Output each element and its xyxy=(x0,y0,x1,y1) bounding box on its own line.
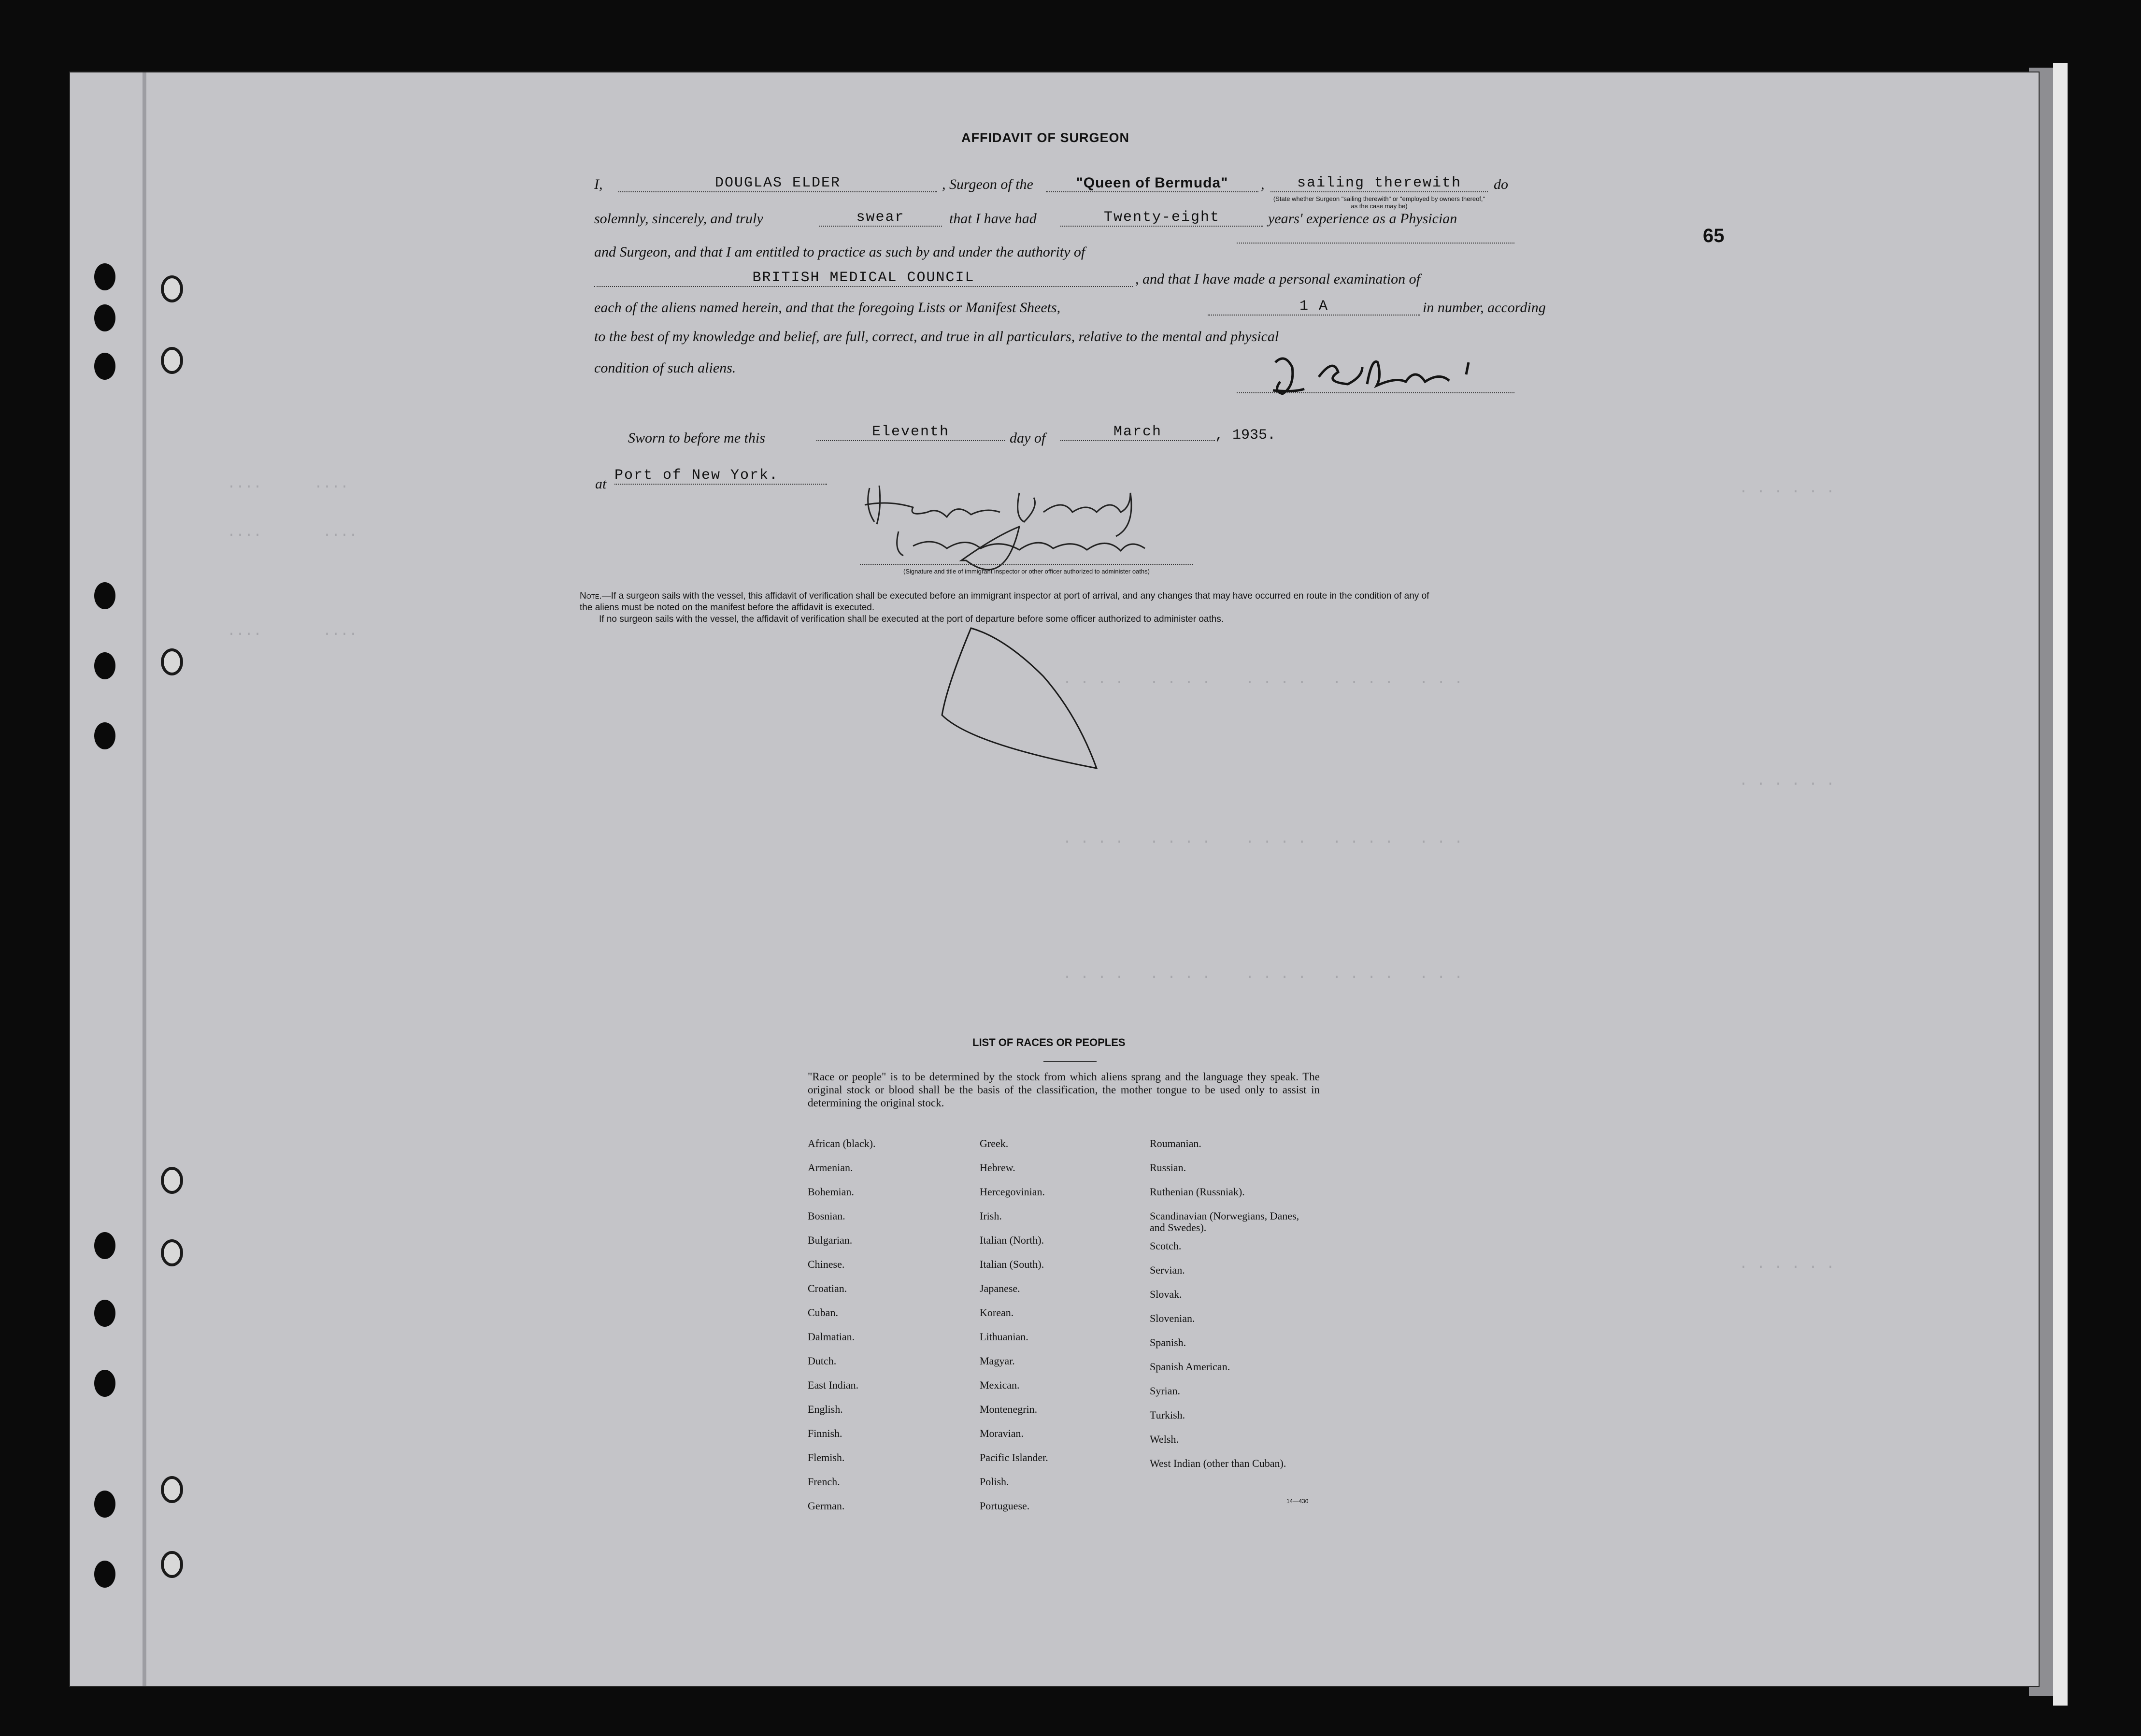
affidavit-text: to the best of my knowledge and belief, are full, correct, and true in all particulars, relative to the mental and physical xyxy=(594,329,1279,344)
race-item: Finnish. xyxy=(808,1427,842,1439)
surgeon-signature xyxy=(1266,348,1488,401)
punch-hole xyxy=(161,648,183,675)
margin-rule xyxy=(143,72,146,1686)
oath-field: swear xyxy=(819,209,942,227)
race-item: Polish. xyxy=(980,1476,1009,1488)
sworn-place-field: Port of New York. xyxy=(614,467,827,485)
affidavit-text: that I have had xyxy=(949,211,1037,227)
note-label: Note. xyxy=(580,591,602,601)
race-item: Servian. xyxy=(1150,1264,1185,1276)
race-item: Moravian. xyxy=(980,1427,1024,1439)
pencil-mark xyxy=(932,618,1106,783)
race-item: Russian. xyxy=(1150,1162,1186,1174)
race-item: Flemish. xyxy=(808,1451,845,1463)
sheets-count-field: 1 A xyxy=(1208,298,1420,316)
race-item: Mexican. xyxy=(980,1379,1020,1391)
punch-hole xyxy=(94,652,115,679)
bleed-through-marks: . . . . . . xyxy=(1739,481,1835,497)
race-item: East Indian. xyxy=(808,1379,859,1391)
races-column-2 xyxy=(980,1138,1048,1524)
race-item: Italian (North). xyxy=(980,1234,1044,1246)
race-item: African (black). xyxy=(808,1137,876,1149)
affidavit-text: , xyxy=(1261,176,1265,192)
race-item: Montenegrin. xyxy=(980,1403,1038,1415)
punch-hole xyxy=(161,275,183,302)
inspector-signature-caption: (Signature and title of immigrant inspector or other officer authorized to administer oaths) xyxy=(903,568,1150,575)
authority-field: BRITISH MEDICAL COUNCIL xyxy=(594,270,1133,287)
race-item: Slovenian. xyxy=(1150,1312,1195,1324)
sworn-text: Sworn to before me this xyxy=(628,430,765,446)
affidavit-text: in number, according xyxy=(1423,300,1546,316)
races-title-rule xyxy=(1043,1061,1097,1062)
bleed-through-marks: . . . . . . . . . . . . . . . . . . . xyxy=(1063,672,1463,688)
race-item: Greek. xyxy=(980,1137,1009,1149)
race-item: Slovak. xyxy=(1150,1288,1182,1300)
bleed-through-marks: . . . . . . . . . . . . . . . . . . . xyxy=(1063,831,1463,847)
race-item: Hebrew. xyxy=(980,1162,1015,1174)
race-item: Irish. xyxy=(980,1210,1002,1222)
race-item: Roumanian. xyxy=(1150,1137,1201,1149)
race-item: Armenian. xyxy=(808,1162,853,1174)
race-item: English. xyxy=(808,1403,843,1415)
punch-hole xyxy=(94,722,115,749)
affidavit-text: each of the aliens named herein, and that the foregoing Lists or Manifest Sheets, xyxy=(594,300,1061,316)
page-number: 65 xyxy=(1703,225,1725,246)
sworn-day-field: Eleventh xyxy=(816,424,1005,441)
race-item: French. xyxy=(808,1476,840,1488)
affidavit-text: and Surgeon, and that I am entitled to practice as such by and under the authority of xyxy=(594,244,1085,260)
punch-hole xyxy=(94,263,115,290)
race-item: Cuban. xyxy=(808,1306,838,1319)
page-edge xyxy=(2053,63,2068,1706)
sworn-year: , 1935. xyxy=(1215,427,1276,444)
affidavit-title: AFFIDAVIT OF SURGEON xyxy=(961,130,1129,145)
race-item: Ruthenian (Russniak). xyxy=(1150,1186,1245,1198)
vessel-name-field: "Queen of Bermuda" xyxy=(1046,175,1258,192)
punch-hole xyxy=(161,1239,183,1266)
punch-hole xyxy=(94,353,115,380)
affidavit-text: do xyxy=(1494,176,1508,192)
affidavit-text: , Surgeon of the xyxy=(942,176,1033,192)
punch-hole xyxy=(94,1232,115,1259)
race-item: Turkish. xyxy=(1150,1409,1185,1421)
sworn-at-text: at xyxy=(595,476,607,492)
race-item: Korean. xyxy=(980,1306,1014,1319)
authority-field-line xyxy=(1237,243,1514,244)
sworn-text: day of xyxy=(1010,430,1046,446)
sworn-month-field: March xyxy=(1060,424,1215,441)
races-title: LIST OF RACES OR PEOPLES xyxy=(972,1036,1126,1048)
surgeon-name-field: DOUGLAS ELDER xyxy=(618,175,937,192)
inspector-signature-line xyxy=(860,563,1193,565)
punch-hole xyxy=(161,1476,183,1503)
race-item: Portuguese. xyxy=(980,1500,1030,1512)
race-item: Welsh. xyxy=(1150,1433,1179,1445)
punch-hole xyxy=(94,1300,115,1327)
affidavit-text: solemnly, sincerely, and truly xyxy=(594,211,763,227)
years-field: Twenty-eight xyxy=(1060,209,1263,227)
races-intro: "Race or people" is to be determined by the stock from which aliens sprang and the language they speak. The original stock or blood shall be the basis of the classification, the mother tongue to be used only to assist in determining the original stock. xyxy=(808,1071,1320,1109)
sailing-status-field: sailing therewith xyxy=(1270,175,1488,192)
note-text-2: If no surgeon sails with the vessel, the affidavit of verification shall be executed at the port of departure before some officer authorized to administer oaths. xyxy=(599,614,1224,624)
punch-hole xyxy=(94,304,115,331)
race-item: West Indian (other than Cuban). xyxy=(1150,1457,1286,1469)
bleed-through-marks: . . . . . . xyxy=(1739,773,1835,789)
bleed-through-marks: . . . . . . xyxy=(1739,1256,1835,1273)
punch-hole xyxy=(161,347,183,374)
affidavit-text: years' experience as a Physician xyxy=(1268,211,1457,227)
race-item: Croatian. xyxy=(808,1282,847,1294)
race-item: Spanish. xyxy=(1150,1336,1186,1349)
punch-hole xyxy=(94,582,115,609)
race-item: Pacific Islander. xyxy=(980,1451,1048,1463)
form-number: 14—430 xyxy=(1286,1498,1309,1505)
affidavit-text: I, xyxy=(594,176,603,192)
punch-hole xyxy=(94,1370,115,1397)
affidavit-text: condition of such aliens. xyxy=(594,360,736,376)
race-item: German. xyxy=(808,1500,845,1512)
race-item: Chinese. xyxy=(808,1258,845,1270)
race-item: Bosnian. xyxy=(808,1210,845,1222)
bleed-through-marks: . . . . . . . . . . . . . . . . . . . xyxy=(1063,966,1463,983)
race-item: Dalmatian. xyxy=(808,1331,855,1343)
race-item: Bulgarian. xyxy=(808,1234,853,1246)
races-column-1 xyxy=(808,1138,875,1524)
punch-hole xyxy=(94,1561,115,1588)
race-item: Spanish American. xyxy=(1150,1361,1230,1373)
punch-hole xyxy=(161,1551,183,1578)
race-item: Dutch. xyxy=(808,1355,837,1367)
race-item: Scandinavian (Norwegians, Danes, and Swedes). xyxy=(1150,1210,1299,1234)
punch-hole xyxy=(94,1491,115,1518)
race-item: Italian (South). xyxy=(980,1258,1044,1270)
race-item: Bohemian. xyxy=(808,1186,854,1198)
races-column-3 xyxy=(1150,1138,1309,1488)
bleed-through-marks: .... .... xyxy=(227,623,358,640)
race-item: Syrian. xyxy=(1150,1385,1180,1397)
punch-hole xyxy=(161,1167,183,1194)
race-item: Lithuanian. xyxy=(980,1331,1028,1343)
note-text: —If a surgeon sails with the vessel, this affidavit of verification shall be executed before an immigrant inspector at port of arrival, and any changes that may have occurred en route in the condition of any of the aliens must be noted on the manifest before the affidavit is executed. xyxy=(580,591,1429,613)
bleed-through-marks: .... .... xyxy=(227,476,349,492)
inspector-signature xyxy=(860,478,1198,575)
affidavit-text: , and that I have made a personal examination of xyxy=(1135,271,1420,287)
race-item: Magyar. xyxy=(980,1355,1015,1367)
bleed-through-marks: .... .... xyxy=(227,524,358,541)
race-item: Scotch. xyxy=(1150,1240,1182,1252)
race-item: Hercegovinian. xyxy=(980,1186,1045,1198)
sailing-status-note: (State whether Surgeon "sailing therewith" or "employed by owners thereof," as the case may be) xyxy=(1273,195,1485,210)
race-item: Japanese. xyxy=(980,1282,1020,1294)
